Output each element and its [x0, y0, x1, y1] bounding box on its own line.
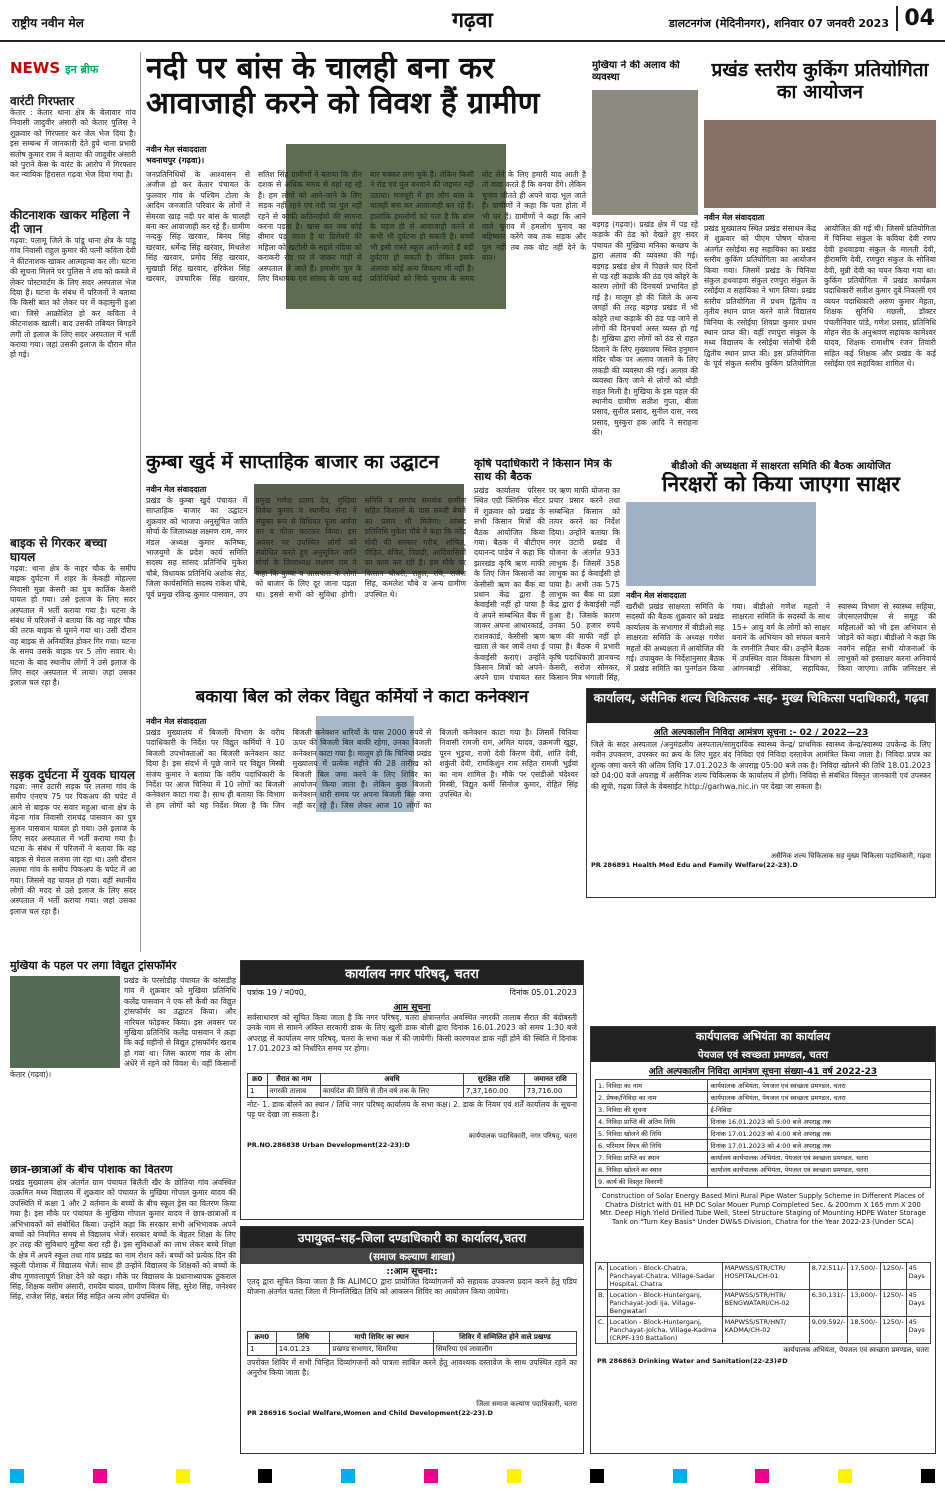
dc-th: शिविर में सम्मिलित होने वाले प्रखण्ड	[433, 1332, 576, 1344]
page-number: 04	[896, 6, 935, 31]
dc-th: मापी शिविर का स्थान	[330, 1332, 433, 1344]
dc-body: एतद् द्वारा सूचित किया जाता है कि ALIMCO द्वारा प्रायोजित दिव्यांगजनों को सहायक उपकरण प्रदान करने हेतु एडिप योजना अंतर्गत चतरा जिला में निम्नलिखित तिथि को आकलन शिविर का आयोजन किया जायेगा।	[247, 1277, 577, 1297]
ee-subject: अति अल्पकालीन निविदा आमंत्रण सूचना संख्या-41 वर्ष 2022-23	[648, 1067, 878, 1077]
dc-th: तिथि	[276, 1332, 330, 1344]
lead-place: भवनाथपुर (गढ़वा)।	[146, 156, 205, 165]
mukhiya-alav-story	[592, 60, 698, 456]
ee-pr-no: PR 286863 Drinking Water and Sanitation(22-23)#D	[597, 1357, 788, 1365]
lead-headline: नदी पर बांस के चालही बना कर आवाजाही करने को विवश हैं ग्रामीण	[146, 52, 540, 121]
cooking-headline: प्रखंड स्तरीय कुकिंग प्रतियोगिता का आयोजन	[711, 60, 929, 103]
table-row	[596, 1263, 931, 1290]
nagar-td: 1	[248, 1086, 268, 1098]
ee-val: कार्यपालक अभियंता, पेयजल एवं स्वच्छता प्रमण्डल, चतरा	[708, 1080, 931, 1092]
nagar-signatory: कार्यपालक पदाधिकारी, नगर परिषद्, चतरा	[468, 1132, 577, 1140]
cyan-swatch	[673, 1469, 687, 1483]
ee-work-fee: 1250/-	[880, 1317, 906, 1344]
ee-work-cost: 6,30,131/-	[809, 1290, 847, 1317]
badge-sub: इन ब्रीफ	[65, 63, 99, 76]
dc-td: 1	[248, 1344, 277, 1356]
bijli-byline: नवीन मेल संवाददाता	[146, 717, 207, 726]
ee-val	[708, 1176, 931, 1188]
ee-val: दिनांक 16.01.2023 को 5:00 बजे अपराह्न तक	[708, 1116, 931, 1128]
yellow-swatch	[507, 1469, 521, 1483]
ee-work-code: MAPWSS/STR/HNT/ KADMA/CH-02	[722, 1317, 809, 1344]
ee-work-fee: 1250/-	[880, 1263, 906, 1290]
dc-footer: उपरोक्त शिविर में सभी चिन्हित दिव्यांगजनों को पात्रता साबित करने हेतु आवश्यक दस्तावेज के साथ उपस्थित रहने का अनुरोध किया जाता है।	[247, 1358, 577, 1378]
date-line: डालटनगंज (मेदिनीनगर), शनिवार 07 जनवरी 2023	[668, 17, 889, 30]
ee-key: 9. कार्य की विस्तृत विवरणी	[596, 1176, 708, 1188]
ee-work-sl: C.	[596, 1317, 608, 1344]
lead-story	[146, 52, 586, 452]
cmo-office: कार्यालय, असैनिक शल्य चिकित्सक -सह- मुख्य चिकित्सा पदाधिकारी, गढ़वा	[587, 689, 935, 723]
nagar-td: 7,37,160.00	[463, 1086, 524, 1098]
ee-val: दिनांक 17.01.2023 को 4:00 बजे अपराह्न तक	[708, 1128, 931, 1140]
ee-dept: पेयजल एवं स्वच्छता प्रमण्डल, चतरा	[591, 1046, 935, 1062]
kumbha-body: प्रखंड के कुम्बा खुर्द पंचायत में साप्ताहिक बाजार का उद्घाटन शुक्रवार को भाजपा अनुसूचित जाति मोर्चा के जिलाध्यक्ष लक्ष्मण राम, नगर मंडल अध्यक्ष कुमार कनिष्क, भाजयुमो के प्रदेश कार्य समिति सदस्य सह सांसद प्रतिनिधि मुकेश चौबे, विधायक प्रतिनिधि अशोक सेठ, जिला कार्यसमिति सदस्य राकेश चौबे, पूर्व प्रमुख रविन्द्र कुमार पासवान, उप प्रमुख गणेश प्रताप देव, मुखिया विवेक कुमार व स्थानीय सेना ने संयुक्त रूप से विधिवत पूजा अर्चना कर व फीता काटकर किया। इस अवसर पर उपस्थित लोगों को संबोधित करते हुए अनुसूचित जाति मोर्चा के जिलाध्यक्ष लक्ष्मण राम ने कहा कि कुम्बा व आसपास के लोगों को बाजार के लिए दूर जाना पड़ता था। इससे सभी को सुविधा होगी। समिति व सरपंच समर्थक ग्रामीण सहित किसानों के पास सब्जी बेचने का प्रसार भी मिलेगा। सांसद प्रतिनिधि मुकेश चौबे ने कहा कि नरेंद्र मोदी की सरकार गरीब, शोषित, पीड़ित, वंचित, पिछड़ी, आदिवासियों का काम कर रही है। इस मौके पर किसान चौधरी, राहुल, रवि, राजेश सिंह, कमलेश चौबे व अन्य ग्रामीण उपस्थित थे।	[146, 496, 466, 599]
lead-byline: नवीन मेल संवाददाता	[146, 145, 207, 154]
table-row	[596, 1080, 931, 1092]
nagar-dinank: दिनांक 05.01.2023	[509, 988, 577, 997]
ee-work-days: 45 Days	[906, 1317, 930, 1344]
yellow-swatch	[176, 1469, 190, 1483]
nagar-th: क्र0	[248, 1074, 268, 1086]
ee-key: 2. प्रेषक/निविदा का नाम	[596, 1092, 708, 1104]
dc-title: ::आम सूचना::	[386, 1267, 438, 1277]
cooking-competition-story	[704, 60, 936, 456]
uniform-body: प्रखंड मुख्यालय क्षेत्र अंतर्गत ग्राम पंचायत बिलैती खैर के छोतिया गांव अवस्थित उत्क्रमित मध्य विद्यालय में शुक्रवार को पंचायत के मुखिया गोपाल कुमार यादव की उपस्थिति में कक्षा 1 और 2 वर्तमान के बच्चों के बीच स्कूल ड्रेस का वितरण किया गया है। इस मौके पर पंचायत के मुखिया गोपाल कुमार यादव ने छात्र-छात्राओं व अभिभावकों को संबोधित किया। उन्होंने कहा कि सरकार सभी अभिभावक अपने बच्चों को नियमित समय से विद्यालय भेजें। सरकार बच्चों के बेहतर शिक्षा के लिए हर तरह की सुविधाएं मुहैया करा रही है। इस सुविधाओं का लाभ लेकर बच्चे शिक्षा के क्षेत्र में अपने स्कूल तथा गांव प्रखंड का नाम रोशन करें। बच्चों को प्रत्येक दिन की स्कूली पोशाक में विद्यालय भेजें। साथ ही उन्होंने विद्यालय के शिक्षकों को बच्चों के बीच गुणवत्तापूर्ण शिक्षा देने को कहा। मौके पर विद्यालय के प्रधानाध्यापक ठुकराल सिंह, शिक्षक वसीम अंसारी, रामदेव यादव, ग्रामीण विजय सिंह, सुरेश सिंह, जनेश्वर सिंह, राजेश सिंह, बसंत सिंह सहित अन्य लोग उपस्थित थे।	[10, 1178, 236, 1302]
kumbha-byline: नवीन मेल संवाददाता	[146, 485, 207, 494]
brief-2-title: कीटनाशक खाकर महिला ने दी जान	[10, 208, 130, 236]
brief-1-text: केतार : केतार थाना क्षेत्र के बेलावार गांव निवासी जादुवीर अंसारी को केतार पुलिस ने शुक्रवार को गिरफ्तार कर जेल भेज दिया है। इस सम्बन्ध में जानकारी देते हुये थाना प्रभारी संतोष कुमार राम ने बताया की जादुवीर अंसारी को पुराने केस के वारंट के आरोप में गिरफ्तार कर न्यायिक हिरासत गढ़वा भेज दिया गया है।	[10, 108, 136, 180]
ee-work-cost: 8,72,511/-	[809, 1263, 847, 1290]
dc-td: प्रखण्ड सभागार, सिमरिया	[330, 1344, 433, 1356]
ee-office: कार्यपालक अभियंता का कार्यालय	[591, 1027, 935, 1046]
nagar-td: कार्यादेश की तिथि से तीन वर्ष तक के लिए	[320, 1086, 463, 1098]
dc-pr-no: PR 286916 Social Welfare,Women and Child Development(22-23).D	[247, 1409, 493, 1417]
ee-work-sl: A.	[596, 1263, 608, 1290]
transformer-photo	[10, 976, 120, 1068]
krishi-body: प्रखंड कार्यालय परिसर स्थित एग्री क्लिनिक सेंटर में शुक्रवार को प्रखंड के सभी किसान मित्रों की बैठक आयोजित किया गया। बैठक में बीटीएम दयानन्द पांडेय ने कहा कि झारखंड कृषि ऋण माफी के लिए जिन किसानों का केसीसी ऋण का बैंक या प्रधान केंद्र द्वारा है केवाईसी नहीं हो पाया है वे अपने सम्बन्धित बैंक में जाकर अपना आधारकार्ड, राशनकार्ड, केसीसी ऋण खाता ले कर जायें तथा ई केवाईसी कराएं। उन्होंने किसान मित्रों को अपने-अपने ग्राम पंचायत स्तर पर ऋण माफी योजना का प्रचार प्रसार करने तथा सम्बन्धित किसान को तत्पर करने का निर्देश दिया। उन्होंने बताया कि नगर उटारी प्रखंड में योजना के अंतर्गत 933 लाभुक हैं। जिसमें 358 लाभुक का ई केवाईसी हो पाया है। अभी तक 575 लाभुक का बैंक या प्रज्ञा केंद्र द्वारा ई केवाईसी नहीं हुआ है। जिसके कारण उनका 50 हजार रुपये ऋण की माफी नहीं हो पाया है। बैठक में प्रभारी कृषि पदाधिकारी ज्ञानचन्द केसरी, सरोज सोनकर, किसान मित्र भंगाली सिंह,	[474, 486, 620, 683]
ee-work-title: Construction of Solar Energy Based Mini Rural Pipe Water Supply Scheme in Different Places of Chatra District with 01 HP DC Solar Mouer Pump Completed Sec. & 200mm X 165 mm X 200 Mtr. Deep High Yield Drilled Tube Well, Steel Structure Staging of Mounting HDPE Water Storage Tank on "Turn Key Basis" Under DW&S Division, Chatra for the Year 2022-23 (Under SCA)	[600, 1192, 926, 1226]
yellow-swatch	[838, 1469, 852, 1483]
uniform-headline: छात्र-छात्राओं के बीच पोशाक का वितरण	[10, 1164, 173, 1176]
nagar-parishad-notice	[240, 960, 584, 1220]
cmo-pr-no: PR 286891 Health Med Edu and Family Welfare(22-23).D	[591, 861, 798, 869]
ee-work-code: MAPWSS/STR/HTR/ BENGWATARI/CH-02	[722, 1290, 809, 1317]
ee-key: 1. निविदा का नाम	[596, 1080, 708, 1092]
dc-td: सिमरिया एवं लावालौंग	[433, 1344, 576, 1356]
column-divider	[140, 52, 141, 952]
alav-photo	[592, 90, 698, 215]
nagar-body: सर्वसाधारण को सूचित किया जाता है कि नगर परिषद्, चतरा क्षेत्रान्तर्गत अवस्थित नगरकी तालाब सैरात की बंदोबस्ती उनके नाम से सामने अंकित सरकारी डाक के लिए खुली डाक बोली द्वारा दिनांक 16.01.2023 को समय 1:30 बजे अपराह्न से कार्यालय नगर परिषद्, चतरा के सभा कक्ष में की जायेगी। किसी कारणवश डाक नहीं होने की स्थिति में दिनांक 17.01.2023 को निर्धारित समय पर होगा।	[247, 1013, 577, 1054]
ee-key: 8. निविदा खोलने का स्थान	[596, 1164, 708, 1176]
literacy-story	[626, 458, 936, 684]
nagar-pr-no: PR.NO.286838 Urban Development(22-23):D	[247, 1141, 410, 1149]
ee-work-days: 45 Days	[906, 1290, 930, 1317]
cmo-subject: अति अल्पकालीन निविदा आमंत्रण सूचना :- 02 / 2022—23	[653, 728, 869, 738]
nagar-th: सुरक्षित राशि	[463, 1074, 524, 1086]
alav-caption: मुखिया ने की अलाव की व्यवस्था	[592, 60, 680, 83]
ee-details-table	[595, 1079, 931, 1188]
dc-th: क्रम0	[248, 1332, 277, 1344]
transformer-place: केतार (गढ़वा)।	[10, 1070, 52, 1079]
ee-key: 6. परिमाण विपत्र की तिथि	[596, 1140, 708, 1152]
badge-news: NEWS	[10, 59, 61, 77]
ee-work-days: 45 Days	[906, 1263, 930, 1290]
ee-val: दिनांक 17.01.2023 को 4:00 बजे अपराह्न तक	[708, 1140, 931, 1152]
table-row	[596, 1116, 931, 1128]
ee-val: कार्यपालक अभियंता, पेयजल एवं स्वच्छता प्रमण्डल, चतरा	[708, 1092, 931, 1104]
nagar-th: सैरात का नाम	[267, 1074, 320, 1086]
table-row	[596, 1152, 931, 1164]
table-row	[596, 1140, 931, 1152]
cmo-tender-notice	[586, 688, 936, 898]
brief-3-title: बाइक से गिरकर बच्चा घायल	[10, 536, 107, 564]
nagar-patrank: पत्रांक 19 / न0प0,	[247, 988, 307, 997]
magenta-swatch	[755, 1469, 769, 1483]
literacy-headline: निरक्षरों को किया जाएगा साक्षर	[662, 472, 900, 496]
kumbha-bazar-story	[146, 452, 466, 684]
lead-byline-box	[146, 144, 266, 168]
section-title: गढ़वा	[452, 8, 493, 32]
cmo-body: जिले के सदर अस्पताल /अनुमंडलीय अस्पताल/सामुदायिक स्वास्थ्य केन्द्र/ प्राथमिक स्वास्थ्य केन्द्र/स्वास्थ्य उपकेन्द्र के लिए नवीन उपकरण, उपस्कर का क्रय के लिए मुहर बंद निविदा एवं निविदा दस्तावेज आमंत्रित किया जाता है। निविदा प्रपत्र का शुल्क जमा करने की अंतिम तिथि 17.01.2023 के अपराह्न 05:00 बजे तक है। निविदा खोलने की तिथि 18.01.2023 को 04:00 बजे अपराह्न में असैनिक शल्य चिकित्सक के कार्यालय में होगी। निविदा से संबंधित विस्तृत जानकारी एवं उपस्कर की सूची, गढ़वा जिले के वेबसाईट http://garhwa.nic.in पर देखा जा सकता है।	[591, 740, 931, 791]
ee-work-emd: 13,000/-	[848, 1290, 880, 1317]
electricity-disconnection-story	[146, 688, 578, 878]
news-brief-badge	[10, 58, 136, 90]
ee-work-loc: Location - Block-Hunterganj, Panchayat-Jodi Ija, Village-Bengwatari	[607, 1290, 722, 1317]
dc-signatory: जिला समाज कल्याण पदाधिकारी, चतरा	[476, 1400, 577, 1408]
literacy-topline: बीडीओ की अध्यक्षता में साक्षरता समिति की बैठक आयोजित	[671, 461, 891, 472]
transformer-body-top: प्रखंड के परसोडीह पंचायत के कांसडीह गांव में शुक्रवार को मुखिया प्रतिनिधि कलेंद्र पासवान ने एक सौ केवी का विद्युत ट्रांसफॉर्मर का उद्घाटन किया। और नारियल फोड़कर किया। इस अवसर पर मुखिया प्रतिनिधि कलेंद्र पासवान ने कहा कि कई महीनों से विद्युत ट्रांसफॉर्मर खराब हो गया था। जिस कारण गांव के लोग अंधेरे में रहने को विवश थे। वहीं किसानों	[124, 976, 236, 1068]
ee-tender-notice	[590, 1026, 936, 1454]
ee-work-emd: 17,500/-	[848, 1263, 880, 1290]
ee-key: 5. निविदा खोलने की तिथि	[596, 1128, 708, 1140]
nagar-notes: नोट- 1. डाक बोलने का स्थान / तिथि नगर परिषद् कार्यालय के सभा कक्ष। 2. डाक के नियम एवं शर्तें कार्यालय के सूचना पट्ट पर देखा जा सकता है।	[247, 1100, 577, 1120]
nagar-title: आम सूचना	[393, 1003, 431, 1013]
krishi-meeting-story	[474, 458, 620, 684]
cyan-swatch	[10, 1469, 24, 1483]
nagar-ref-line	[241, 985, 583, 1000]
brief-4-title: सड़क दुर्घटना में युवक घायल	[10, 768, 136, 782]
transformer-headline: मुखिया के पहल पर लगा विद्युत ट्रांसफॉर्मर	[10, 960, 177, 972]
brief-3-text: गढ़वा: थाना क्षेत्र के नाहर चौक के समीप बाइक दुर्घटना में शहर के केकही मोहल्ला निवासी मुन्ना केसरी का पुत्र कार्तिक केसरी घायल हो गया। उसे इलाज के लिए सदर अस्पताल में भर्ती कराया गया है। घटना के संबंध में परिजनों ने बताया कि वह नाहर चौक की तरफ बाइक से घूमने गया था। उसी दौरान वह बाइक से अनियंत्रित होकर गिर गया। घटना के समय उसके बाइक पर 5 लोग सवार थे। घटना के बाद स्थानीय लोगों ने उसे इलाज के लिए सदर अस्पताल में लाया। जहां उसका इलाज चल रहा है।	[10, 564, 136, 688]
table-row	[596, 1317, 931, 1344]
magenta-swatch	[424, 1469, 438, 1483]
dc-sub-office: (समाज कल्याण शाखा)	[241, 1248, 583, 1264]
table-row	[596, 1128, 931, 1140]
nagar-td: नगरकी तालाब	[267, 1086, 320, 1098]
nagar-th: जमानत राशि	[524, 1074, 576, 1086]
ee-key: 3. निविदा की सूचना	[596, 1104, 708, 1116]
cooking-byline: नवीन मेल संवाददाता	[704, 213, 765, 222]
transformer-story	[10, 960, 236, 1160]
ee-work-code: MAPWSS/STR/CTR/ HOSPITAL/CH-01	[722, 1263, 809, 1290]
news-in-brief-sidebar	[10, 58, 136, 958]
literacy-body: खरौंधी प्रखंड साक्षरता समिति के सदस्यों की बैठक शुक्रवार को प्रखंड कार्यालय के सभागार में बीडीओ सह साक्षरता समिति के अध्यक्ष गणेश महतो की अध्यक्षता में आयोजित की गई। उपायुक्त के निर्देशानुसार बैठक में प्रखंड समिति का पुनर्गठन किया गया। बीडीओ गणेश महतो ने साक्षरता समिति के सदस्यों के साथ 15+ आयु वर्ग के लोगों को साक्षर बनाने के अभियान को सफल बनाने के रणनीति तैयार की। उन्होंने बैठक में उपस्थित वाल विकास विभाग से आंगनबाड़ी सेविका, सहायिका, स्वास्थ्य विभाग से स्वास्थ्य सहिया, जेएसएलपीएस से समूह की महिलाओं को भी इस अभियान से जोड़ने को कहा। बीडीओ ने कहा कि नवगेन सहित सभी योजनाओं के लाभुकों को हस्ताक्षर करना अनिवार्य किया जाएगा। ताकि जनिरक्षर से	[626, 602, 936, 674]
nagar-table	[247, 1073, 577, 1098]
bijli-body: प्रखंड मुख्यालय में बिजली विभाग के वरीय पदाधिकारी के निर्देश पर विद्युत कर्मियों ने 10 बिजली उपभोक्ताओं का बिजली कनेक्शन काट दिया है। इस संदर्भ में पूछे जाने पर विद्युत मिस्त्री संजय कुमार ने बताया कि वरीय पदाधिकारी के निर्देश पर आज चिनिया में 10 लोगों का बिजली कनेक्शन काटा गया है। साथ ही बताया कि विभाग से हम लोगों को यह निर्देश मिला है कि जिन बिजली कनेक्शन धारियों के पास 2000 रुपये से ऊपर की बिजली बिल बाकी रहेगा, उनका बिजली कनेक्शन काटा गया है। मालूम हो कि चिनिया प्रखंड मुख्यालय में प्रत्येक महीने की 28 तारीख को बिजली बिल जमा करने के लिए शिविर का आयोजन किया जाता है। लेकिन कुछ बिजली कनेक्शन धारी समय पर अपना बिजली बिल जमा नहीं कर रहे हैं। जिस लेकर आज 10 लोगों का बिजली कनेक्शन काटा गया है। जिसमें चिनिया निवासी रामजी राम, अमित यादव, उक्रमजी खुट्टा, पूरन भुइया, राजो देवी किरण देवी, शांति देवी, शकुंती देवी, रामकिशुन राम सहित रामजी भुईयां का नाम शामिल है। मौके पर एसडीओ चंदेश्वर मिस्त्री, विद्युत कर्मी सिनोज कुमार, रोहित सिंह उपस्थित थे।	[146, 728, 578, 810]
dc-table	[247, 1331, 577, 1356]
nagar-th: अवधि	[320, 1074, 463, 1086]
table-row	[596, 1092, 931, 1104]
ee-key: 4. निविदा प्राप्ति की अंतिम तिथि	[596, 1116, 708, 1128]
ee-work-cost: 9,09,592/-	[809, 1317, 847, 1344]
uniform-distribution-story	[10, 1164, 236, 1360]
brief-1-title: वारंटी गिरफ्तार	[10, 94, 75, 108]
ee-val: कार्यालय कार्यपालक अभियंता, पेयजल एवं स्वच्छता प्रमण्डल, चतरा	[708, 1152, 931, 1164]
ee-val: कार्यालय कार्यपालक अभियंता, पेयजल एवं स्वच्छता प्रमण्डल, चतरा	[708, 1164, 931, 1176]
ee-signatory: कार्यपालक अभियंता, पेयजल एवं स्वच्छता प्रमण्डल, चतरा	[783, 1346, 929, 1354]
lead-body: जनप्रतिनिधियों के आश्वासन से अजीज हो कर केतार पंचायत के फुलवार गांव के पश्चिम टोला के आदिम जनजाति परिवार के लोगों ने सेमरवा खाड़ नदी पर बांस के चालही बना कर आवाजाही कर रहे हैं। ग्रामीण नन्दकु सिंह खरवार, बिनय सिंह खरवार, धर्मेन्द्र सिंह खरवार, मिथलेश सिंह खरवार, प्रमोद सिंह खरवार, सुखाड़ी सिंह खरवार, हरिकेश सिंह खरवार, उपचारिक सिंह खरवार, सतिश सिंह ग्रामीणों ने बताया कि तीन दशक से अधिक समय से वहां रह रहे हैं। हम लोगों को आने-जाने के लिए सड़क नहीं रहने एवं नदी पर पुल नहीं रहने से काफी कठिनाईयों की सामना करना पड़ता है। खास कर जब कोई बीमार पड़ जाता है या डिलेवरी की महिला को खटोली के सहारे नदिया को कराकरी रोड पर ले जाकर गाड़ी से अस्पताल ले जाते हैं। हमलोग पुल के लिए विधायक एवं सांसद के पास कई बार चक्कर लगा चुके हैं। लेकिन किसी ने रोड एवं पुल बनवाने की जहमत नहीं उठाया। मजबूरी में हम लोग बांस के चालही बना कर आवाजाही कर रहे हैं। हालांकि हमलोगों को पता है कि बांस के चहल ही से आवाजाही करने से कभी भी दुर्घटना हो सकती है। बच्चों भी इसी रास्ते स्कूल आते-जाते हैं बड़ी दुर्घटना हो सकती है। लेकिन इसके अलावा कोई अन्य विकल्प भी नहीं है। प्रतिनिधियों को सिर्फ चुनाव के समय वोट लेने के लिए हमारी याद आती है तो वादा करते हैं कि बनवा देंगे। लेकिन चुनाव जीतते ही अपने वादा भूल जाते हैं। ग्रामीणों ने कहा कि पता होता में भी घर हैं। ग्रामीणों ने कहा कि आने वाले चुनाव में हमलोग चुनाव का बहिष्कार करेंगे जब तक सड़क और पुल नहीं तब तक वोट नहीं देने के बात।	[146, 170, 586, 284]
nagar-td: 73,716.00	[524, 1086, 576, 1098]
alav-body: बड़गड़ (गढ़वा)। प्रखंड क्षेत्र में पड़ रहे कड़ाके की ठंड को देखते हुए सदर पंचायत की मुखिया मनिका कच्छप के द्वारा अलाव की व्यवस्था की गई। बड़गड़ प्रखंड क्षेत्र में पिछले चार दिनों से पड़ रही कड़ाके की ठंड एवं कोहरे के कारण लोगों की दिनचर्या प्रभावित हो गई है। मालूम हो की जिले के अन्य जगहों की तरह बड़गड़ प्रखंड में भी कोहरे तथा कड़ाके की ठंड पड़ जाने से लोगों की दिनचर्या अस्त व्यस्त हो गई है। मुखिया द्वारा लोगों को ठंड से राहत दिलाने के लिए मुख्यालय स्थित हनुमान मंदिर चौक पर अलाव जलाने के लिए लकड़ी की व्यवस्था की गई। अलाव की व्यवस्था किए जाने से लोगों को थोड़ी राहत मिली है। मुखिया के इस पहल की स्थानीय ग्रामीण सतीश गुप्ता, बीला प्रसाद, सुनील प्रसाद, सुनील दास, नरद प्रसाद, मुस्कुरा हक आदि ने सराहना की।	[592, 220, 698, 438]
ee-val: ई-निविदा	[708, 1104, 931, 1116]
table-row	[248, 1086, 577, 1098]
literacy-byline: नवीन मेल संवाददाता	[626, 591, 687, 600]
table-row	[596, 1104, 931, 1116]
kumbha-headline: कुम्बा खुर्द में साप्ताहिक बाजार का उद्घाटन	[146, 452, 439, 473]
brief-2-text: गढ़वा: पलामू जिले के पांडू थाना क्षेत्र के पांडू गांव निवासी राहुल कुमार की पत्नी कविता देवी ने कीटनाशक खाकर आत्महत्या कर ली। घटना की सूचना मिलने पर पुलिस ने शव को कब्जे में लेकर पोस्टमार्टम के लिए सदर अस्पताल भेज दिया है। घटना के संबंध में परिजनों ने बताया कि किसी बात को लेकर घर में कहासुनी हुआ था। जिसे आक्रोशित हो कर कविता ने कीटनाशक खाली। बाद उसकी तबियत बिगड़ने लगी तो इलाज के लिए सदर अस्पताल में भर्ती कराया गया। जहां उसकी इलाज के दौरान मौत हो गई।	[10, 236, 136, 360]
ee-work-loc: Location - Block-Chatra, Panchayat-Chatra, Village-Sadar Hospital, Chatra	[607, 1263, 722, 1290]
dc-td: 14.01.23	[276, 1344, 330, 1356]
nagar-office: कार्यालय नगर परिषद्, चतरा	[241, 961, 583, 985]
literacy-meeting-photo	[626, 502, 816, 586]
dc-public-notice	[240, 1226, 584, 1454]
page-header	[0, 0, 945, 42]
table-row	[596, 1164, 931, 1176]
ee-work-sl: B.	[596, 1290, 608, 1317]
table-row	[248, 1344, 577, 1356]
cooking-body: प्रखंड मुख्यालय स्थित प्रखंड संसाधन केंद्र में शुक्रवार को पीएम पोषण योजना अंतर्गत रसोईया सह सहायिका का प्रखंड स्तरीय कुकिंग प्रतियोगिता का आयोजन किया गया। जिसमें प्रखंड के चिनिया संकुल हथवाड़वा संकुल रणपुरा संकुल के रसोईया व सहायिका ने भाग लिया। प्रखंड स्तरीय प्रतियोगिता में प्रथम द्वितीय व तृतीय स्थान प्राप्त करने वाले विद्यालय चिनिया के रसोईया शिवप्रा कुमार प्रथम स्थान प्राप्त की। वहीं रणपुरा संकुल के मध्य विद्यालय के रसोईया संतोषी देवी द्वितीय स्थान प्राप्त की। इस प्रतियोगिता के पूर्व संकुल स्तरीय कुकिंग प्रतियोगिता आयोजित की गई थी। जिसमें प्रतियोगिता में चिनिया संकुल के कविया देवी रणप देवी हथवाड़वा संकुल के मालती देवी, हीरामणि देवी, रणपुरा संकुल के सोनिया देवी, मुन्नी देवी का चयन किया गया था। कुकिंग प्रतियोगिता में प्रखंड कार्यक्रम पदाधिकारी सतीश कुमार दुबे निकासी एवं व्ययन पदाधिकारी अरुण कुमार मेहता, शिक्षक सुनिधि मछली, डॉक्टर पंचलीनिवार पांडे, गणेश प्रसाद, प्रतिनिधि मोहन सेठ के अनुश्रवण सहायक कामेश्वर यादव, शिक्षक रामाशीष रंजन तिवारी सहित कई शिक्षक और प्रखंड के कई रसोईया एवं सहायिका शामिल थे।	[704, 224, 936, 369]
black-swatch	[590, 1469, 604, 1483]
ee-key: 7. निविदा प्राप्ति का स्थान	[596, 1152, 708, 1164]
ee-work-fee: 1250/-	[880, 1290, 906, 1317]
table-row	[596, 1176, 931, 1188]
black-swatch	[921, 1469, 935, 1483]
table-row	[596, 1290, 931, 1317]
color-registration-strip	[0, 1469, 945, 1485]
cmo-signatory: असैनिक शल्य चिकित्सक सह मुख्य चिकित्सा पदाधिकारी, गढ़वा	[770, 852, 931, 860]
dc-office: उपायुक्त–सह–जिला दण्डाधिकारी का कार्यालय,चतरा	[241, 1227, 583, 1248]
cyan-swatch	[341, 1469, 355, 1483]
ee-works-table	[595, 1262, 931, 1344]
bijli-headline: बकाया बिल को लेकर विद्युत कर्मियों ने काटा कनेक्शन	[195, 688, 529, 707]
cooking-photo	[704, 120, 936, 208]
ee-work-emd: 18,500/-	[848, 1317, 880, 1344]
ee-work-loc: Location - Block-Hunterganj, Panchayat-Jolcha, Village-Kadma (CRPF-130 Battalion)	[607, 1317, 722, 1344]
newspaper-logo: राष्ट्रीय नवीन मेल	[12, 16, 84, 30]
magenta-swatch	[93, 1469, 107, 1483]
krishi-headline: कृषि पदाधिकारी ने किसान मित्र के साथ की बैठक	[474, 458, 612, 483]
black-swatch	[258, 1469, 272, 1483]
brief-4-text: गढ़वा: नगर उटारी सड़क पर ललमा गांव के समीप एनएच 75 पर पिकअप की चपेट में आने से बाइक पर सवार महुआ थाना क्षेत्र के मेढ़ना गांव निवासी रामचंद्र पासवान का पुत्र सुजन पासवान घायल हो गया। उसे इलाज के लिए सदर अस्पताल में भर्ती कराया गया है। घटना के संबंध में परिजनों ने बताया कि वह बाइक से मेराल ललमा जा रहा था। उसी दौरान ललमा गांव के समीप पिकअप के चपेट में आ गया। जिससे वह घायल हो गया। वहीं स्थानीय लोगों की मदद से उसे इलाज के लिए सदर अस्पताल में भर्ती कराया गया। जहां उसका इलाज चल रहा है।	[10, 782, 136, 916]
